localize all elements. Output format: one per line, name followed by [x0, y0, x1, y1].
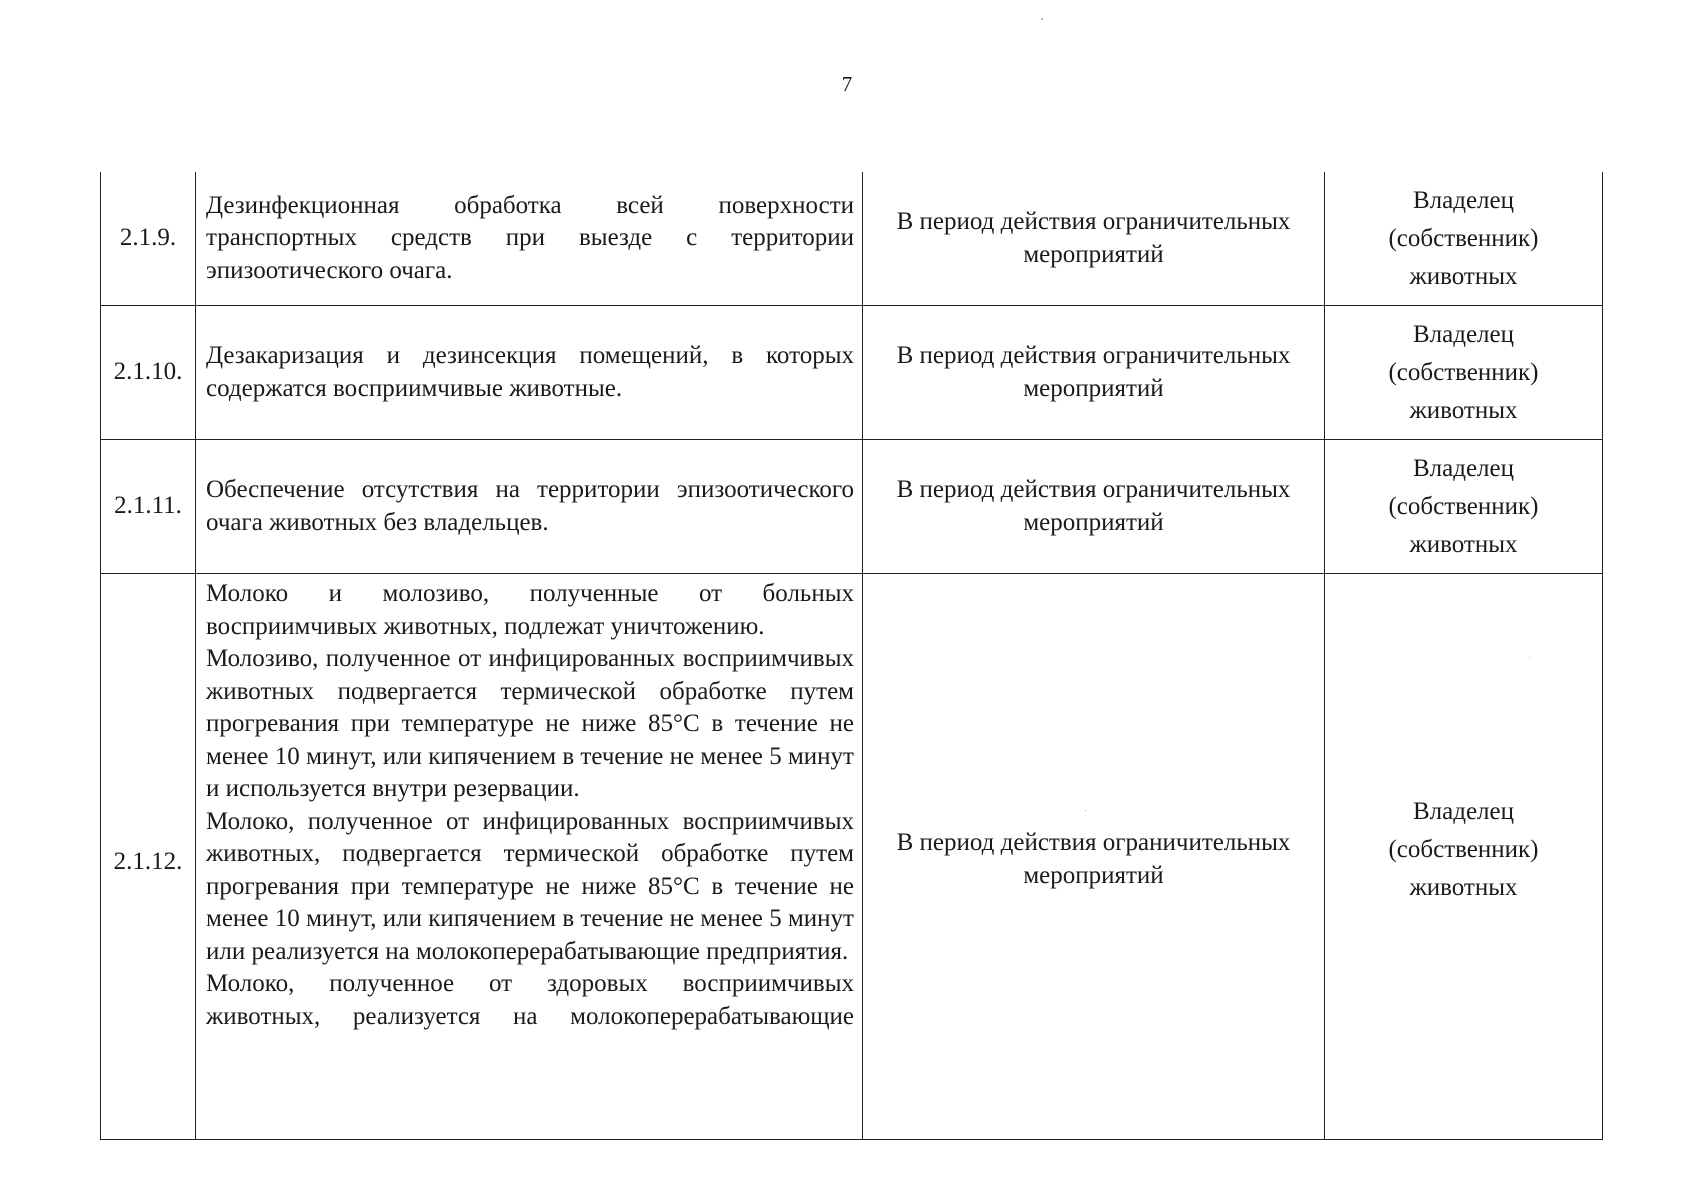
responsible-line: Владелец [1412, 320, 1514, 348]
responsible-line: (собственник) [1388, 358, 1539, 386]
responsible-line: животных [1409, 530, 1518, 558]
responsible-cell [1325, 574, 1603, 1140]
responsible-line: Владелец [1412, 797, 1514, 825]
period-cell: В период действия ограничительных мероприятий [863, 306, 1325, 440]
responsible-cell [1325, 440, 1603, 574]
measure-paragraph: Молоко, полученное от инфицированных восприимчивых животных, подвергается термической обработке путем прогревания при температуре не ниже 85°С в течение не менее 10 минут, или кипячением в течение не менее 5 минут или реализуется на молокоперерабатывающие предприятия. [206, 807, 854, 965]
period-cell: В период действия ограничительных мероприятий [863, 440, 1325, 574]
measure-cell [196, 172, 863, 306]
period-cell: В период действия ограничительных мероприятий [863, 574, 1325, 1140]
responsible-line: Владелец [1412, 186, 1514, 214]
responsible-line: животных [1409, 873, 1518, 901]
responsible-line: (собственник) [1388, 492, 1539, 520]
responsible-line: животных [1409, 262, 1518, 290]
responsible-line: животных [1409, 396, 1518, 424]
measure-text: Обеспечение отсутствия на территории эпизоотического очага животных без владельцев. [206, 476, 854, 536]
measure-cell [196, 574, 863, 1140]
measures-table [100, 172, 1603, 1140]
scan-speck [1085, 810, 1086, 811]
measure-paragraph: Молоко, полученное от здоровых восприимчивых животных, реализуется на молокоперерабатывающие [206, 970, 854, 1030]
row-number: 2.1.10. [101, 306, 196, 440]
responsible-line: (собственник) [1388, 835, 1539, 863]
table-row [101, 172, 1603, 306]
row-number: 2.1.9. [101, 172, 196, 306]
row-number: 2.1.12. [101, 574, 196, 1140]
measure-paragraph: Молоко и молозиво, полученные от больных восприимчивых животных, подлежат уничтожению. [206, 580, 854, 640]
table-row [101, 440, 1603, 574]
measure-text: Дезинфекционная обработка всей поверхности транспортных средств при выезде с территории эпизоотического очага. [206, 191, 854, 284]
table-row [101, 574, 1603, 1140]
measure-paragraph: Молозиво, полученное от инфицированных восприимчивых животных подвергается термической обработке путем прогревания при температуре не ниже 85°С в течение не менее 10 минут, или кипячением в течение не менее 5 минут и используется внутри резервации. [206, 645, 854, 802]
measure-text: Дезакаризация и дезинсекция помещений, в которых содержатся восприимчивые животные. [206, 342, 854, 402]
responsible-cell [1325, 172, 1603, 306]
responsible-line: Владелец [1412, 454, 1514, 482]
responsible-cell [1325, 306, 1603, 440]
page-number: 7 [841, 72, 853, 96]
scan-speck [1041, 18, 1043, 20]
row-number: 2.1.11. [101, 440, 196, 574]
responsible-line: (собственник) [1388, 224, 1539, 252]
scan-speck [1529, 657, 1530, 658]
table-row [101, 306, 1603, 440]
measure-cell [196, 306, 863, 440]
measure-cell [196, 440, 863, 574]
period-cell: В период действия ограничительных мероприятий [863, 172, 1325, 306]
